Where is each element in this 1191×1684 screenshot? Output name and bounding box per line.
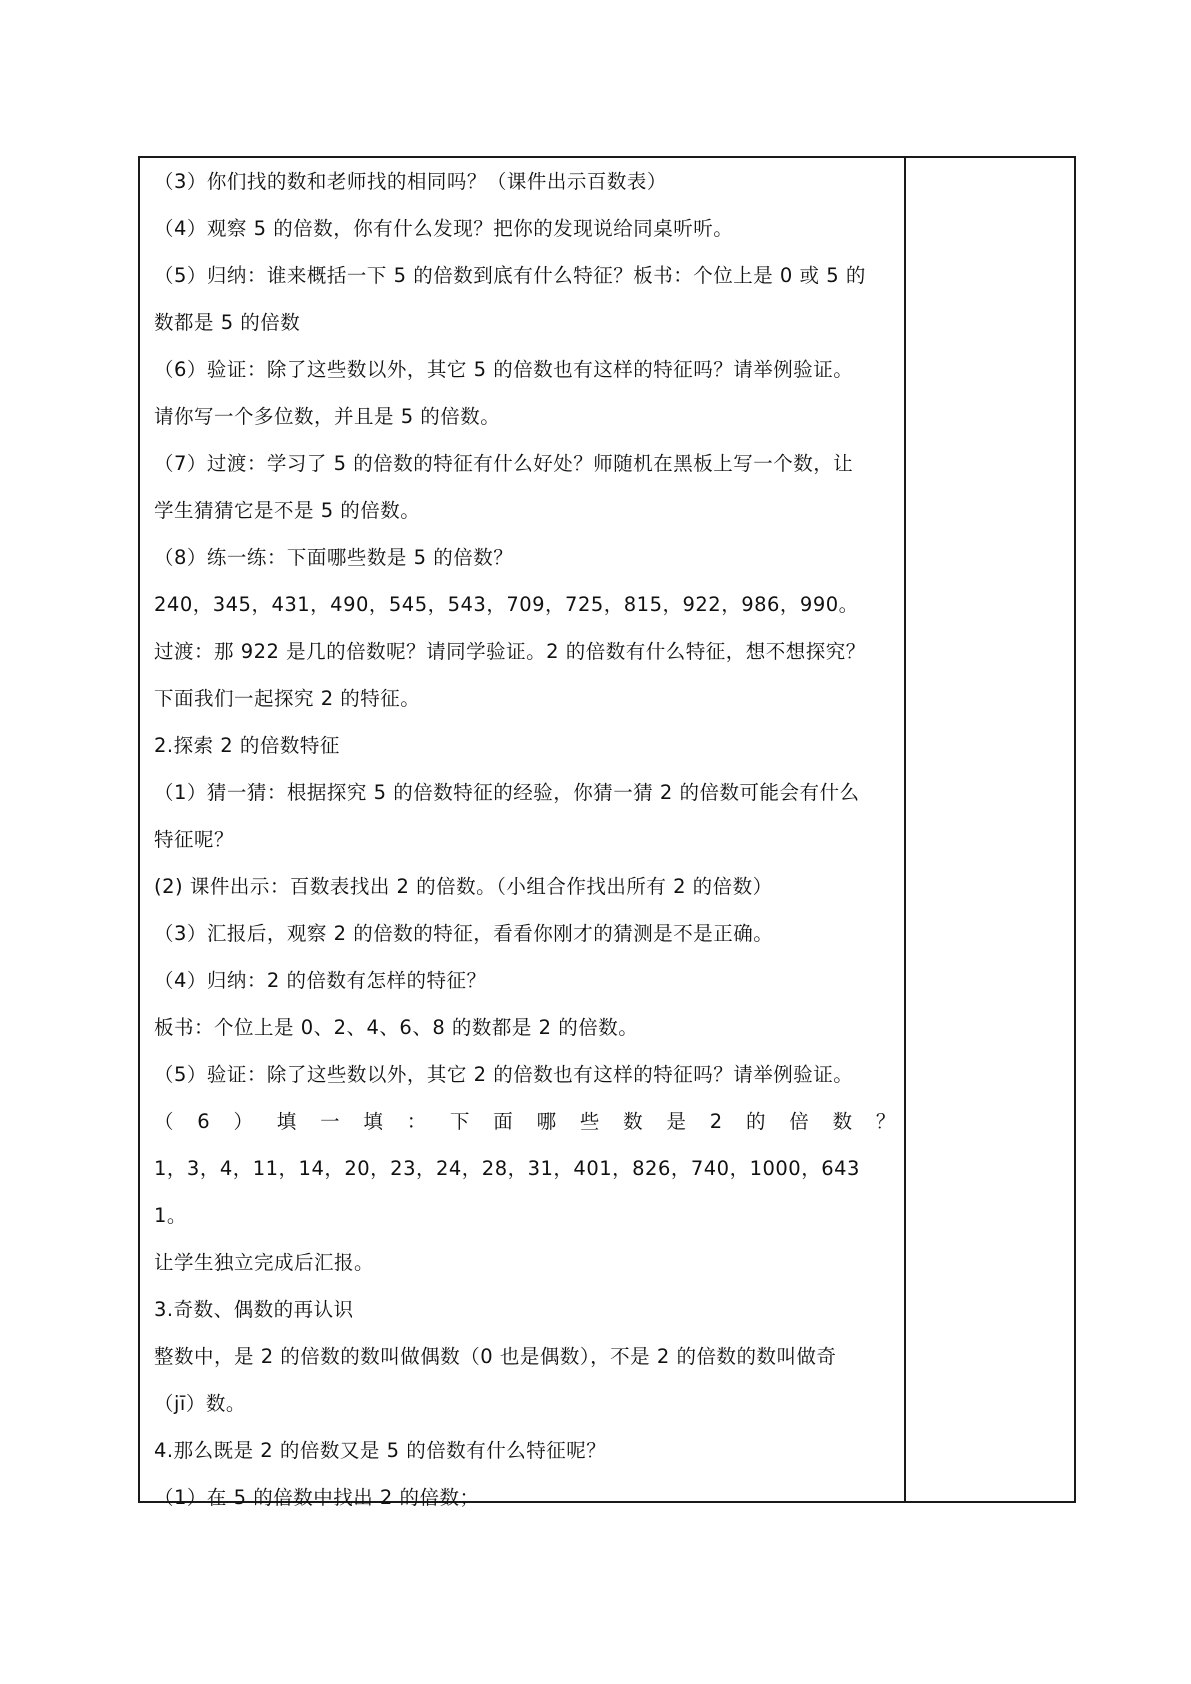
justified-char: 填	[363, 1110, 384, 1133]
justified-text-line	[154, 1098, 896, 1145]
text-line: （5）验证：除了这些数以外，其它 2 的倍数也有这样的特征吗？请举例验证。	[154, 1063, 854, 1086]
text-line: 数都是 5 的倍数	[154, 311, 301, 334]
text-line: （1）猜一猜：根据探究 5 的倍数特征的经验，你猜一猜 2 的倍数可能会有什么	[154, 781, 860, 804]
text-line: （7）过渡：学习了 5 的倍数的特征有什么好处？师随机在黑板上写一个数，让	[154, 452, 854, 475]
justified-char: ：	[406, 1110, 427, 1133]
justified-char: 面	[493, 1110, 514, 1133]
justified-char: 数	[832, 1110, 853, 1133]
text-line: 特征呢？	[154, 828, 235, 851]
justified-char: 些	[579, 1110, 600, 1133]
text-line: （5）归纳：谁来概括一下 5 的倍数到底有什么特征？板书：个位上是 0 或 5 的	[154, 264, 866, 287]
justified-char: 一	[320, 1110, 341, 1133]
section-heading: 3.奇数、偶数的再认识	[154, 1298, 354, 1321]
notes-cell	[906, 158, 1074, 1501]
justified-char: 倍	[789, 1110, 810, 1133]
text-line: 板书：个位上是 0、2、4、6、8 的数都是 2 的倍数。	[154, 1016, 639, 1039]
justified-char: 是	[666, 1110, 687, 1133]
section-heading: 2.探索 2 的倍数特征	[154, 734, 340, 757]
text-line: 240，345，431，490，545，543，709，725，815，922，986，990。	[154, 593, 859, 616]
justified-char: 2	[709, 1110, 723, 1133]
lesson-table	[138, 156, 1076, 1509]
text-line: （8）练一练：下面哪些数是 5 的倍数？	[154, 546, 514, 569]
text-line: 学生猜猜它是不是 5 的倍数。	[154, 499, 421, 522]
justified-char: ？	[875, 1110, 896, 1133]
justified-char: ）	[233, 1110, 254, 1133]
text-line: （4）观察 5 的倍数，你有什么发现？把你的发现说给同桌听听。	[154, 217, 734, 240]
content-cell	[140, 158, 906, 1509]
text-line: 请你写一个多位数，并且是 5 的倍数。	[154, 405, 501, 428]
text-line: （6）验证：除了这些数以外，其它 5 的倍数也有这样的特征吗？请举例验证。	[154, 358, 854, 381]
text-line: （4）归纳：2 的倍数有怎样的特征？	[154, 969, 487, 992]
section-heading: 4.那么既是 2 的倍数又是 5 的倍数有什么特征呢？	[154, 1439, 607, 1462]
text-line: (2) 课件出示：百数表找出 2 的倍数。（小组合作找出所有 2 的倍数）	[154, 875, 773, 898]
text-line: 下面我们一起探究 2 的特征。	[154, 687, 421, 710]
justified-char: 的	[745, 1110, 766, 1133]
text-line: 让学生独立完成后汇报。	[154, 1251, 375, 1274]
justified-char: 下	[449, 1110, 470, 1133]
justified-char: 填	[276, 1110, 297, 1133]
justified-char: （	[154, 1110, 175, 1133]
text-line: 1，3，4，11，14，20，23，24，28，31，401，826，740，1000，643	[154, 1157, 860, 1180]
text-line: （3）汇报后，观察 2 的倍数的特征，看看你刚才的猜测是不是正确。	[154, 922, 774, 945]
text-line: （jī）数。	[154, 1392, 246, 1415]
text-line: 整数中，是 2 的倍数的数叫做偶数（0 也是偶数），不是 2 的倍数的数叫做奇	[154, 1345, 837, 1368]
text-line: 过渡：那 922 是几的倍数呢？请同学验证。2 的倍数有什么特征，想不想探究？	[154, 640, 866, 663]
lesson-content	[154, 158, 896, 1521]
text-line: （1）在 5 的倍数中找出 2 的倍数；	[154, 1486, 480, 1509]
justified-char: 6	[197, 1110, 211, 1133]
text-line: （3）你们找的数和老师找的相同吗？（课件出示百数表）	[154, 170, 667, 193]
text-line: 1。	[154, 1204, 187, 1227]
justified-char: 数	[623, 1110, 644, 1133]
justified-char: 哪	[536, 1110, 557, 1133]
